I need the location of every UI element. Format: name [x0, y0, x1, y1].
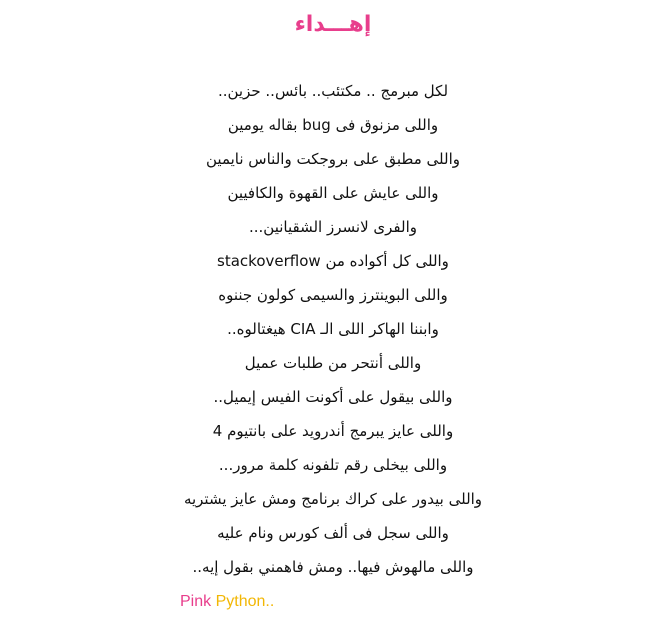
dedication-line: واللى مالهوش فيها.. ومش فاهمني بقول إيه.. [192, 558, 474, 576]
dedication-line: واللى كل أكواده من stackoverflow [217, 252, 449, 270]
dedication-line: واللى سجل فى ألف كورس ونام عليه [217, 524, 449, 542]
signature-pink: Pink [180, 593, 212, 610]
dedication-line: واللى عايش على القهوة والكافيين [227, 184, 439, 202]
signature [180, 590, 274, 614]
dedication-line: واللى بيخلى رقم تلفونه كلمة مرور... [218, 456, 448, 474]
dedication-line: واللى عايز يبرمج أندرويد على بانتيوم 4 [212, 422, 454, 440]
dedication-line: واللى أنتحر من طلبات عميل [244, 354, 422, 372]
signature-python: Python.. [215, 593, 275, 610]
dedication-line: واللى مزنوق فى bug بقاله يومين [227, 116, 439, 134]
dedication-line: واللى البوينترز والسيمى كولون جننوه [218, 286, 448, 304]
dedication-line: واللى بيدور على كراك برنامج ومش عايز يشتريه [183, 490, 483, 508]
dedication-line: لكل مبرمج .. مكتئب.. بائس.. حزين.. [217, 82, 449, 100]
page-title: إهـــداء [294, 12, 372, 37]
dedication-line: واللى مطبق على بروجكت والناس نايمين [206, 150, 460, 168]
dedication-line: وابننا الهاكر اللى الـ CIA هيغتالوه.. [227, 320, 439, 338]
dedication-line: والفرى لانسرز الشقيانين... [249, 218, 417, 236]
dedication-lines [150, 74, 516, 584]
dedication-line: واللى بيقول على أكونت الفيس إيميل.. [213, 388, 453, 406]
